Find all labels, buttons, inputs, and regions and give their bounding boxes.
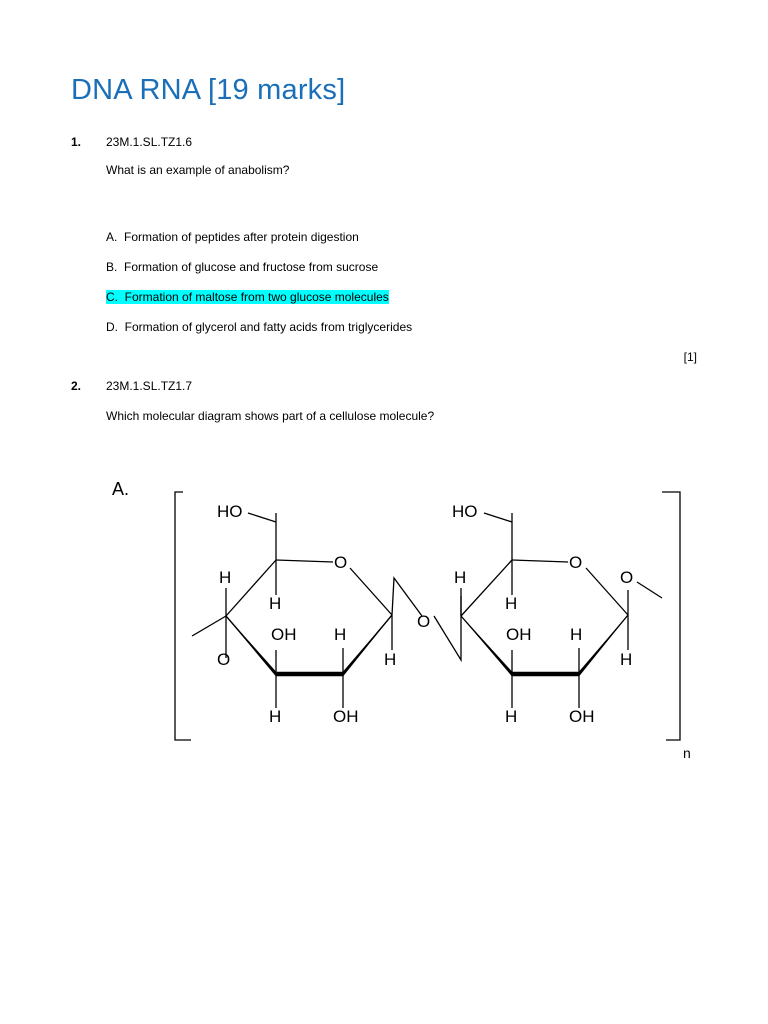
ring1-oh-c3: OH [271, 625, 297, 644]
option-letter: D. [106, 320, 118, 334]
ring2-ring-oxygen: O [569, 553, 583, 572]
question-number: 1. [71, 135, 82, 149]
ring1-ring-oxygen: O [334, 553, 348, 572]
right-bracket [662, 492, 680, 740]
ring2-h-c1: H [620, 650, 633, 669]
ring2-h-c5: H [454, 568, 467, 587]
option-a [106, 230, 359, 244]
question-code: 23M.1.SL.TZ1.7 [106, 379, 193, 393]
ring1-o-left: O [217, 650, 231, 669]
option-text: Formation of glucose and fructose from sucrose [124, 260, 379, 274]
option-letter: A. [106, 230, 118, 244]
ring2-o-right: O [620, 568, 634, 587]
diagram-option-label: A. [112, 479, 130, 499]
ring1-h-c5: H [219, 568, 232, 587]
option-b [106, 260, 378, 274]
ring1-h-c1: H [384, 650, 397, 669]
ring2-h-c4: H [505, 594, 518, 613]
ring1-h-bottom: H [269, 707, 282, 726]
left-bracket [175, 492, 191, 740]
ring2-h-bottom: H [505, 707, 518, 726]
question-text: Which molecular diagram shows part of a cellulose molecule? [106, 409, 435, 423]
ring2-h-c2: H [570, 625, 583, 644]
ring1-h-c4: H [269, 594, 282, 613]
ring2-ho-label: HO [452, 502, 478, 521]
option-text: Formation of peptides after protein digestion [124, 230, 359, 244]
ring2-oh-bottom: OH [569, 707, 595, 726]
option-text: Formation of maltose from two glucose molecules [124, 290, 389, 304]
ring1-ho-label: HO [217, 502, 243, 521]
cellulose-diagram-option-a [100, 470, 700, 770]
ring1-h-c2: H [334, 625, 347, 644]
ring1-top-bond [276, 560, 333, 562]
option-c-highlighted [106, 290, 389, 304]
option-letter: C. [106, 290, 118, 304]
ring2-oh-c3: OH [506, 625, 532, 644]
page-title: DNA RNA [19 marks] [71, 74, 346, 106]
option-letter: B. [106, 260, 118, 274]
question-code: 23M.1.SL.TZ1.6 [106, 135, 193, 149]
ring1-right-bond [350, 568, 392, 615]
question-number: 2. [71, 379, 82, 393]
ring1-oh-bottom: OH [333, 707, 359, 726]
option-d [106, 320, 412, 334]
option-text: Formation of glycerol and fatty acids from triglycerides [124, 320, 413, 334]
question-text: What is an example of anabolism? [106, 163, 290, 177]
glycosidic-oxygen: O [417, 612, 431, 631]
marks-label: [1] [683, 350, 697, 364]
bracket-subscript: n [683, 745, 691, 761]
